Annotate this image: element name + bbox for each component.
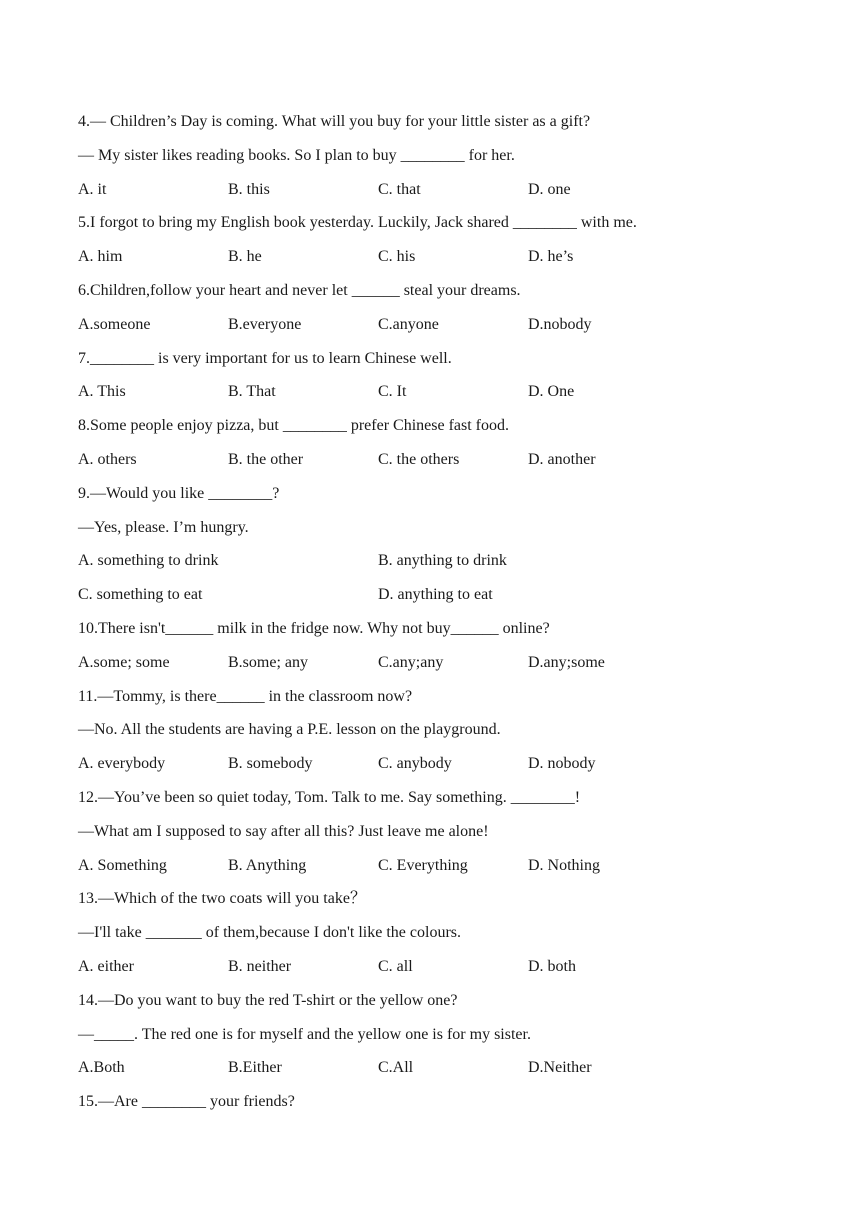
- option-b: B. this: [228, 180, 270, 198]
- option-a: A. either: [78, 957, 134, 975]
- question-9-stem: 9.—Would you like ________?: [78, 484, 280, 502]
- option-a: A. Something: [78, 856, 167, 874]
- option-b: B.everyone: [228, 315, 302, 333]
- option-b: B. he: [228, 248, 262, 266]
- option-d: D. he’s: [528, 248, 574, 266]
- question-9-options-row-1: [78, 548, 798, 582]
- question-6-options: [78, 312, 798, 346]
- question-14-options: [78, 1055, 798, 1089]
- option-d: D. both: [528, 957, 576, 975]
- question-11-options: [78, 751, 798, 785]
- question-5-options: [78, 244, 798, 278]
- option-c: C. his: [378, 248, 416, 266]
- option-c: C. something to eat: [78, 586, 203, 604]
- option-a: A. everybody: [78, 755, 166, 773]
- question-5-stem: 5.I forgot to bring my English book yesterday. Luckily, Jack shared ________ with me.: [78, 214, 637, 232]
- option-a: A. something to drink: [78, 552, 219, 570]
- option-c: C. It: [378, 383, 407, 401]
- question-14-reply: —_____. The red one is for myself and the yellow one is for my sister.: [78, 1025, 531, 1043]
- question-8-stem: 8.Some people enjoy pizza, but ________ prefer Chinese fast food.: [78, 417, 509, 435]
- question-list: [78, 109, 798, 1123]
- option-a: A. This: [78, 383, 126, 401]
- option-d: D. Nothing: [528, 856, 600, 874]
- option-d: D.any;some: [528, 653, 605, 671]
- question-14-stem: 14.—Do you want to buy the red T-shirt or the yellow one?: [78, 991, 458, 1009]
- question-15-stem: 15.—Are ________ your friends?: [78, 1093, 295, 1111]
- question-9-options-row-2: [78, 582, 798, 616]
- option-b: B. That: [228, 383, 276, 401]
- option-d: D. another: [528, 450, 596, 468]
- option-c: C.anyone: [378, 315, 439, 333]
- option-b: B.some; any: [228, 653, 308, 671]
- option-d: D. one: [528, 180, 571, 198]
- option-c: C. Everything: [378, 856, 468, 874]
- question-11-stem: 11.—Tommy, is there______ in the classroom now?: [78, 687, 413, 705]
- question-13-reply: —I'll take _______ of them,because I don't like the colours.: [78, 924, 461, 942]
- question-10-stem: 10.There isn't______ milk in the fridge now. Why not buy______ online?: [78, 619, 550, 637]
- option-c: C. anybody: [378, 755, 452, 773]
- option-a: A.Both: [78, 1059, 125, 1077]
- option-a: A. it: [78, 180, 107, 198]
- option-b: B. anything to drink: [378, 552, 507, 570]
- option-d: D.nobody: [528, 315, 592, 333]
- option-c: C.any;any: [378, 653, 444, 671]
- question-6-stem: 6.Children,follow your heart and never let ______ steal your dreams.: [78, 281, 521, 299]
- option-d: D. nobody: [528, 755, 596, 773]
- question-13-stem: 13.—Which of the two coats will you take？: [78, 890, 366, 908]
- question-13-options: [78, 954, 798, 988]
- option-d: D.Neither: [528, 1059, 592, 1077]
- option-d: D. anything to eat: [378, 586, 493, 604]
- option-b: B. the other: [228, 450, 304, 468]
- option-a: A. him: [78, 248, 123, 266]
- option-a: A. others: [78, 450, 137, 468]
- question-12-options: [78, 853, 798, 887]
- question-7-options: [78, 379, 798, 413]
- option-c: C. that: [378, 180, 421, 198]
- question-8-options: [78, 447, 798, 481]
- question-9-reply: —Yes, please. I’m hungry.: [78, 518, 249, 536]
- option-d: D. One: [528, 383, 575, 401]
- question-4-stem: 4.— Children’s Day is coming. What will you buy for your little sister as a gift?: [78, 113, 591, 130]
- option-b: B. Anything: [228, 856, 307, 874]
- question-12-reply: —What am I supposed to say after all this? Just leave me alone!: [78, 822, 489, 840]
- option-c: C.All: [378, 1059, 414, 1077]
- option-b: B.Either: [228, 1059, 282, 1077]
- option-b: B. somebody: [228, 755, 313, 773]
- option-a: A.someone: [78, 315, 151, 333]
- question-4-reply: — My sister likes reading books. So I plan to buy ________ for her.: [78, 146, 515, 164]
- question-7-stem: 7.________ is very important for us to learn Chinese well.: [78, 349, 452, 367]
- option-c: C. the others: [378, 450, 460, 468]
- option-a: A.some; some: [78, 653, 170, 671]
- question-12-stem: 12.—You’ve been so quiet today, Tom. Talk to me. Say something. ________!: [78, 788, 581, 806]
- option-c: C. all: [378, 957, 413, 975]
- question-11-reply: —No. All the students are having a P.E. lesson on the playground.: [78, 721, 501, 739]
- question-10-options: [78, 650, 798, 684]
- option-b: B. neither: [228, 957, 292, 975]
- question-4-options: [78, 177, 798, 211]
